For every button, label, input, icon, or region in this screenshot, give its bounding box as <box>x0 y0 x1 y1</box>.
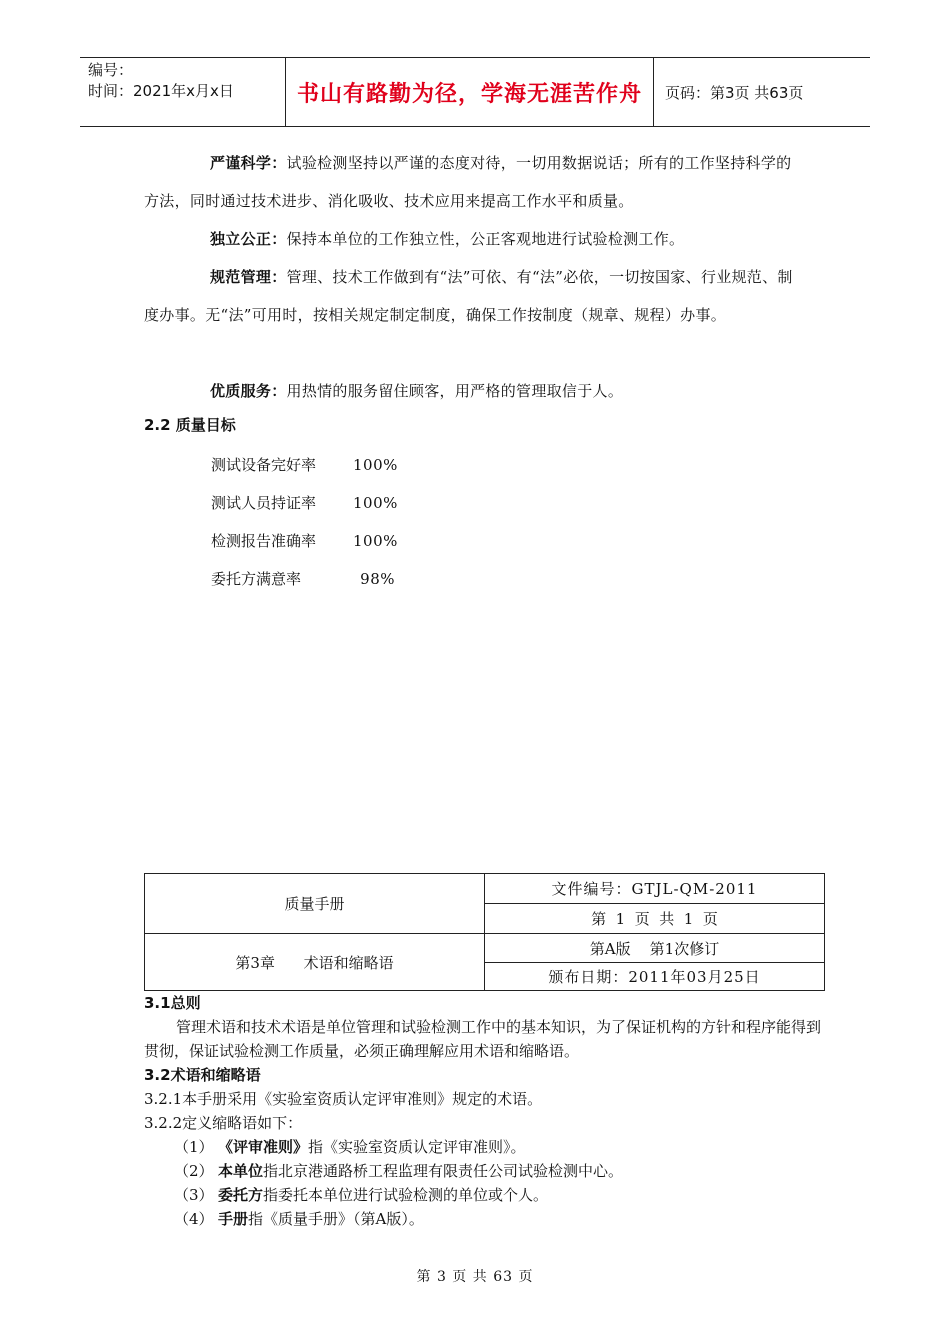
principle-text: 管理、技术工作做到有“法”可依、有“法”必依，一切按国家、行业规范、制度办事。无“法”可用时，按相关规定制定制度，确保工作按制度（规章、规程）办事。 <box>144 268 793 324</box>
list-item <box>144 1159 824 1183</box>
goal-value: 98% <box>360 570 395 588</box>
item-term: 本单位 <box>218 1162 264 1180</box>
chapter-cell: 第3章 术语和缩略语 <box>235 953 394 972</box>
principle-paragraph <box>144 144 806 220</box>
item-number: （3） <box>174 1186 214 1204</box>
header-motto: 书山有路勤为径，学海无涯苦作舟 <box>296 81 642 107</box>
section-heading-3-2: 3.2术语和缩略语 <box>144 1066 261 1084</box>
paragraph-3-2-1: 3.2.1本手册采用《实验室资质认定评审准则》规定的术语。 <box>144 1090 543 1108</box>
item-number: （1） <box>174 1138 214 1156</box>
file-number-cell: 文件编号：GTJL-QM-2011 <box>551 880 758 898</box>
principle-text: 试验检测坚持以严谨的态度对待，一切用数据说话；所有的工作坚持科学的方法，同时通过技术进步、消化吸收、技术应用来提高工作水平和质量。 <box>144 154 792 210</box>
page-header <box>80 57 870 127</box>
goal-value: 100% <box>353 532 398 550</box>
goal-value: 100% <box>353 456 398 474</box>
section-heading-2-2: 2.2 质量目标 <box>144 416 236 434</box>
goal-value: 100% <box>353 494 398 512</box>
number-label: 编号： <box>88 61 134 79</box>
principle-text: 保持本单位的工作独立性，公正客观地进行试验检测工作。 <box>286 230 685 248</box>
principle-paragraph <box>144 258 806 334</box>
item-definition: 指委托本单位进行试验检测的单位或个人。 <box>263 1186 549 1204</box>
goal-name: 测试设备完好率 <box>211 456 317 474</box>
item-term: 《评审准则》 <box>218 1138 309 1156</box>
chapter-3-content <box>144 991 824 1231</box>
goal-row <box>211 484 398 522</box>
principle-title: 优质服务： <box>210 382 287 400</box>
item-number: （4） <box>174 1210 214 1228</box>
goal-row <box>211 446 398 484</box>
goal-name: 测试人员持证率 <box>211 494 317 512</box>
item-definition: 指《质量手册》（第A版）。 <box>248 1210 424 1228</box>
item-term: 委托方 <box>218 1186 264 1204</box>
revision-cell: 第A版 第1次修订 <box>589 939 720 958</box>
list-item <box>144 1183 824 1207</box>
document-control-table <box>144 873 825 991</box>
goal-row <box>211 522 398 560</box>
section-heading-3-1: 3.1总则 <box>144 994 201 1012</box>
list-item <box>144 1135 824 1159</box>
item-definition: 指《实验室资质认定评审准则》。 <box>308 1138 526 1156</box>
goal-name: 委托方满意率 <box>211 570 302 588</box>
goal-row <box>211 560 395 598</box>
item-definition: 指北京港通路桥工程监理有限责任公司试验检测中心。 <box>263 1162 624 1180</box>
header-meta <box>88 60 286 102</box>
principle-title: 独立公正： <box>210 230 287 248</box>
principle-title: 规范管理： <box>210 268 287 286</box>
header-divider <box>653 58 654 126</box>
principle-paragraph <box>144 220 806 258</box>
header-page-info: 页码：第3页 共63页 <box>665 83 804 102</box>
pages-cell: 第 1 页 共 1 页 <box>591 910 718 928</box>
paragraph-3-1: 管理术语和技术术语是单位管理和试验检测工作中的基本知识，为了保证机构的方针和程序能得到贯彻，保证试验检测工作质量，必须正确理解应用术语和缩略语。 <box>144 1018 822 1060</box>
item-term: 手册 <box>218 1210 249 1228</box>
goal-name: 检测报告准确率 <box>211 532 317 550</box>
paragraph-3-2-2: 3.2.2定义缩略语如下： <box>144 1114 303 1132</box>
doc-title-cell: 质量手册 <box>284 895 345 913</box>
principle-text: 用热情的服务留住顾客，用严格的管理取信于人。 <box>286 382 624 400</box>
issue-date-cell: 颁布日期：2011年03月25日 <box>548 968 761 986</box>
quality-goals-list <box>211 446 398 598</box>
principle-paragraph <box>144 372 806 410</box>
item-number: （2） <box>174 1162 214 1180</box>
list-item <box>144 1207 824 1231</box>
principle-title: 严谨科学： <box>210 154 287 172</box>
page-footer: 第 3 页 共 63 页 <box>416 1269 534 1285</box>
time-label: 时间：2021年x月x日 <box>88 82 234 100</box>
